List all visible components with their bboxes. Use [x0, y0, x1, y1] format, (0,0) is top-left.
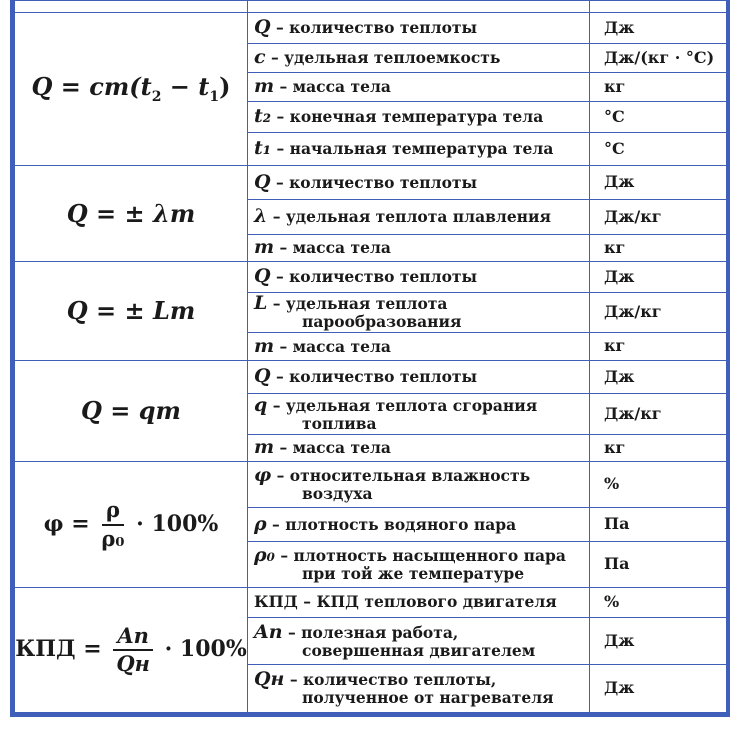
formula-efficiency: КПД = $\frac{Aп}{Qн}$ · 100% [15, 588, 248, 713]
description-cell: КПД – КПД теплового двигателя [248, 588, 590, 618]
unit-cell: кг [590, 333, 727, 361]
unit-cell: Дж/кг [590, 200, 727, 235]
unit-cell: Дж/кг [590, 293, 727, 333]
unit-cell: Дж [590, 13, 727, 44]
description-cell: c – удельная теплоемкость [248, 44, 590, 73]
description-cell: m – масса тела [248, 235, 590, 262]
description-cell: Q – количество теплоты [248, 166, 590, 200]
unit-cell: Па [590, 508, 727, 542]
description-cell: t₁ – начальная температура тела [248, 133, 590, 166]
table-row [15, 361, 727, 394]
description-cell: m – масса тела [248, 435, 590, 462]
description-cell: Q – количество теплоты [248, 262, 590, 293]
unit-cell: °С [590, 133, 727, 166]
table-row [15, 166, 727, 200]
unit-cell: Дж/(кг · °С) [590, 44, 727, 73]
table-row [15, 13, 727, 44]
unit-cell: Дж [590, 361, 727, 394]
empty-cell [248, 1, 590, 13]
unit-cell: кг [590, 435, 727, 462]
unit-cell: °С [590, 102, 727, 133]
unit-cell: Дж [590, 665, 727, 713]
formula-heat-capacity: $Q = cm(t_2 - t_1)$ [15, 13, 248, 166]
unit-cell: % [590, 462, 727, 508]
unit-cell: % [590, 588, 727, 618]
formula-vaporization: Q = ± Lm [15, 262, 248, 361]
description-cell: Qн – количество теплоты, полученное от нагревателя [248, 665, 590, 713]
empty-cell [590, 1, 727, 13]
description-cell: Q – количество теплоты [248, 361, 590, 394]
formula-humidity: φ = $\frac{\rho}{\text{ρ₀}}$ · 100% [15, 462, 248, 588]
formula-combustion: Q = qm [15, 361, 248, 462]
unit-cell: кг [590, 73, 727, 102]
description-cell: ρ – плотность водяного пара [248, 508, 590, 542]
table-row [15, 588, 727, 618]
empty-cell [15, 1, 248, 13]
formula-table [14, 0, 727, 713]
description-cell: Aп – полезная работа, совершенная двигателем [248, 618, 590, 665]
unit-cell: Дж [590, 618, 727, 665]
description-cell: m – масса тела [248, 333, 590, 361]
table-row [15, 262, 727, 293]
description-cell: Q – количество теплоты [248, 13, 590, 44]
formula-table-frame [10, 0, 730, 717]
table-row [15, 462, 727, 508]
unit-cell: Дж [590, 166, 727, 200]
description-cell: λ – удельная теплота плавления [248, 200, 590, 235]
unit-cell: Па [590, 542, 727, 588]
description-cell: L – удельная теплота парообразования [248, 293, 590, 333]
table-row-top [15, 1, 727, 13]
description-cell: ρ₀ – плотность насыщенного пара при той же температуре [248, 542, 590, 588]
unit-cell: Дж/кг [590, 394, 727, 435]
description-cell: m – масса тела [248, 73, 590, 102]
description-cell: φ – относительная влажность воздуха [248, 462, 590, 508]
unit-cell: Дж [590, 262, 727, 293]
formula-melting: Q = ± λm [15, 166, 248, 262]
description-cell: t₂ – конечная температура тела [248, 102, 590, 133]
description-cell: q – удельная теплота сгорания топлива [248, 394, 590, 435]
unit-cell: кг [590, 235, 727, 262]
